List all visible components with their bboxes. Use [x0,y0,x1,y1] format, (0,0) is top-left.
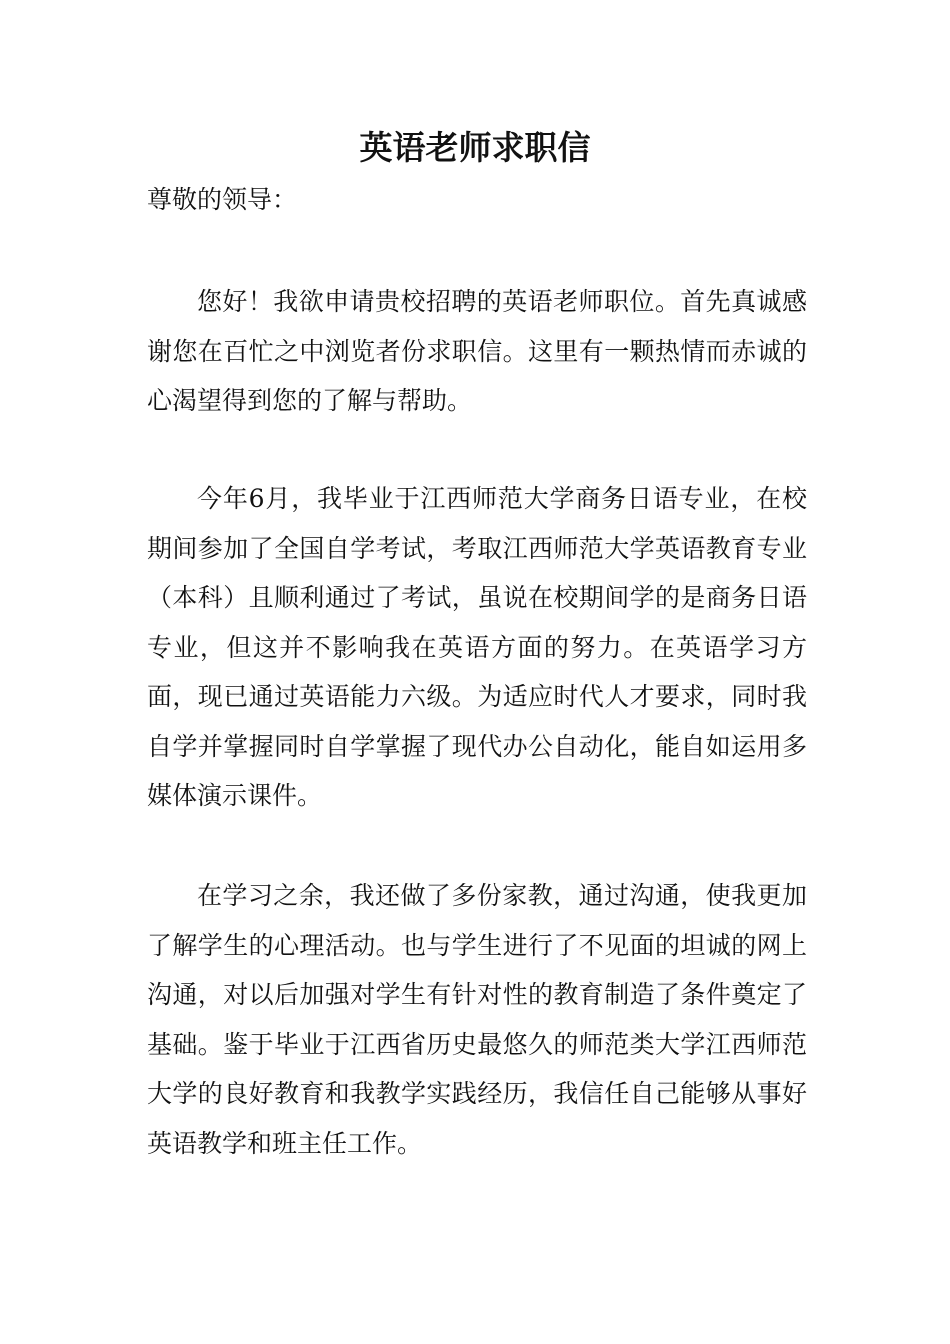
paragraph-experience: 在学习之余，我还做了多份家教，通过沟通，使我更加了解学生的心理活动。也与学生进行了不见面的坦诚的网上沟通，对以后加强对学生有针对性的教育制造了条件奠定了基础。鉴于毕业于江西省历史最悠久的师范类大学江西师范大学的良好教育和我教学实践经历，我信任自己能够从事好英语教学和班主任工作。 [147,881,807,1158]
document-title: 英语老师求职信 [359,128,591,167]
salutation: 尊敬的领导： [147,185,298,214]
paragraph-greeting: 您好！我欲申请贵校招聘的英语老师职位。首先真诚感谢您在百忙之中浏览者份求职信。这里有一颗热情而赤诚的心渴望得到您的了解与帮助。 [147,287,807,415]
paragraph-education: 今年6月，我毕业于江西师范大学商务日语专业，在校期间参加了全国自学考试，考取江西师范大学英语教育专业（本科）且顺利通过了考试，虽说在校期间学的是商务日语专业，但这并不影响我在英语方面的努力。在英语学习方面，现已通过英语能力六级。为适应时代人才要求，同时我自学并掌握同时自学掌握了现代办公自动化，能自如运用多媒体演示课件。 [147,484,807,810]
